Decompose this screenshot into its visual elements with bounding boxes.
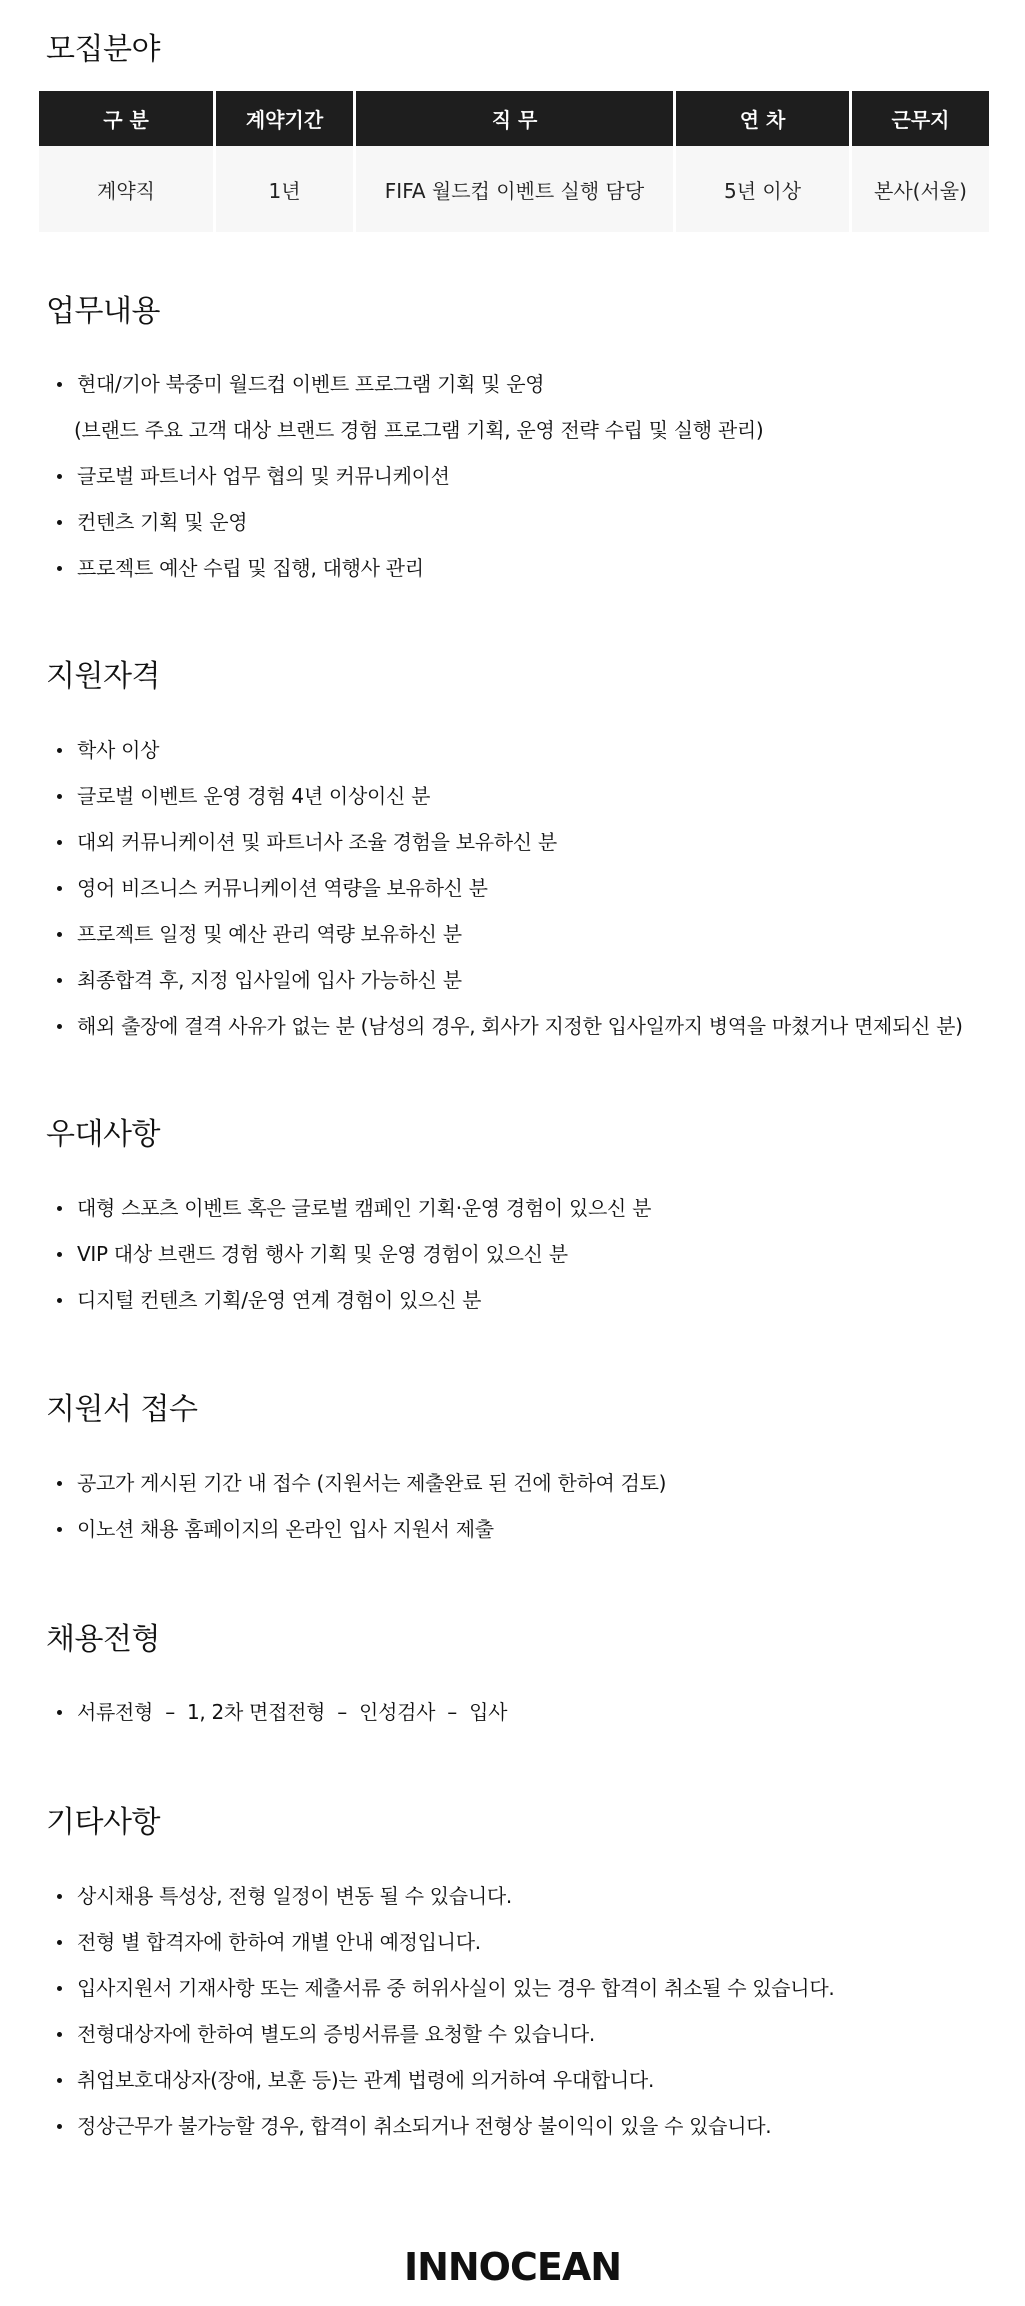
- cell-job: FIFA 월드컵 이벤트 실행 담당: [356, 146, 673, 232]
- list-item: 최종합격 후, 지정 입사일에 입사 가능하신 분: [52, 957, 963, 1003]
- cell-location: 본사(서울): [852, 146, 989, 232]
- recruit-table-header-row: [39, 91, 989, 146]
- header-location: 근무지: [852, 91, 989, 146]
- etc-title: 기타사항: [46, 1805, 160, 1840]
- list-item: 컨텐츠 기획 및 운영: [52, 499, 763, 545]
- etc-list: [52, 1873, 834, 2149]
- innocean-logo: INNOCEAN: [403, 2245, 622, 2289]
- application-title: 지원서 접수: [46, 1392, 198, 1427]
- cell-category: 계약직: [39, 146, 213, 232]
- recruit-table-row: [39, 146, 989, 232]
- process-title: 채용전형: [46, 1622, 160, 1657]
- list-item: 대외 커뮤니케이션 및 파트너사 조율 경험을 보유하신 분: [52, 819, 963, 865]
- recruit-table: [36, 91, 992, 232]
- list-item: 프로젝트 예산 수립 및 집행, 대행사 관리: [52, 545, 763, 591]
- list-item: 전형 별 합격자에 한하여 개별 안내 예정입니다.: [52, 1919, 834, 1965]
- list-item: 취업보호대상자(장애, 보훈 등)는 관계 법령에 의거하여 우대합니다.: [52, 2057, 834, 2103]
- header-category: 구 분: [39, 91, 213, 146]
- list-item: 정상근무가 불가능할 경우, 합격이 취소되거나 전형상 불이익이 있을 수 있습니다.: [52, 2103, 834, 2149]
- list-item-note: (브랜드 주요 고객 대상 브랜드 경험 프로그램 기획, 운영 전략 수립 및 실행 관리): [74, 418, 764, 442]
- preferred-list: [52, 1185, 651, 1323]
- list-item: 상시채용 특성상, 전형 일정이 변동 될 수 있습니다.: [52, 1873, 834, 1919]
- list-item: 공고가 게시된 기간 내 접수 (지원서는 제출완료 된 건에 한하여 검토): [52, 1460, 666, 1506]
- header-experience: 연 차: [676, 91, 849, 146]
- qualifications-list: [52, 727, 963, 1049]
- cell-experience: 5년 이상: [676, 146, 849, 232]
- list-item: 프로젝트 일정 및 예산 관리 역량 보유하신 분: [52, 911, 963, 957]
- recruit-title: 모집분야: [46, 32, 160, 67]
- list-item: 디지털 컨텐츠 기획/운영 연계 경험이 있으신 분: [52, 1277, 651, 1323]
- header-contract-period: 계약기간: [216, 91, 353, 146]
- preferred-title: 우대사항: [46, 1117, 160, 1152]
- list-item: 글로벌 파트너사 업무 협의 및 커뮤니케이션: [52, 453, 763, 499]
- list-item: 현대/기아 북중미 월드컵 이벤트 프로그램 기획 및 운영: [52, 361, 763, 407]
- duties-list: [52, 361, 763, 591]
- list-item: 이노션 채용 홈페이지의 온라인 입사 지원서 제출: [52, 1506, 666, 1552]
- list-item: 서류전형 – 1, 2차 면접전형 – 인성검사 – 입사: [52, 1689, 507, 1735]
- list-item: VIP 대상 브랜드 경험 행사 기획 및 운영 경험이 있으신 분: [52, 1231, 651, 1277]
- list-item: 입사지원서 기재사항 또는 제출서류 중 허위사실이 있는 경우 합격이 취소될 수 있습니다.: [52, 1965, 834, 2011]
- list-item: 전형대상자에 한하여 별도의 증빙서류를 요청할 수 있습니다.: [52, 2011, 834, 2057]
- duties-title: 업무내용: [46, 294, 160, 329]
- application-list: [52, 1460, 666, 1552]
- header-job: 직 무: [356, 91, 673, 146]
- list-item: 영어 비즈니스 커뮤니케이션 역량을 보유하신 분: [52, 865, 963, 911]
- list-item: 학사 이상: [52, 727, 963, 773]
- qualifications-title: 지원자격: [46, 659, 160, 694]
- cell-contract-period: 1년: [216, 146, 353, 232]
- list-item: 대형 스포츠 이벤트 혹은 글로벌 캠페인 기획·운영 경험이 있으신 분: [52, 1185, 651, 1231]
- process-list: [52, 1689, 507, 1735]
- list-item: 글로벌 이벤트 운영 경험 4년 이상이신 분: [52, 773, 963, 819]
- list-item: 해외 출장에 결격 사유가 없는 분 (남성의 경우, 회사가 지정한 입사일까지 병역을 마쳤거나 면제되신 분): [52, 1003, 963, 1049]
